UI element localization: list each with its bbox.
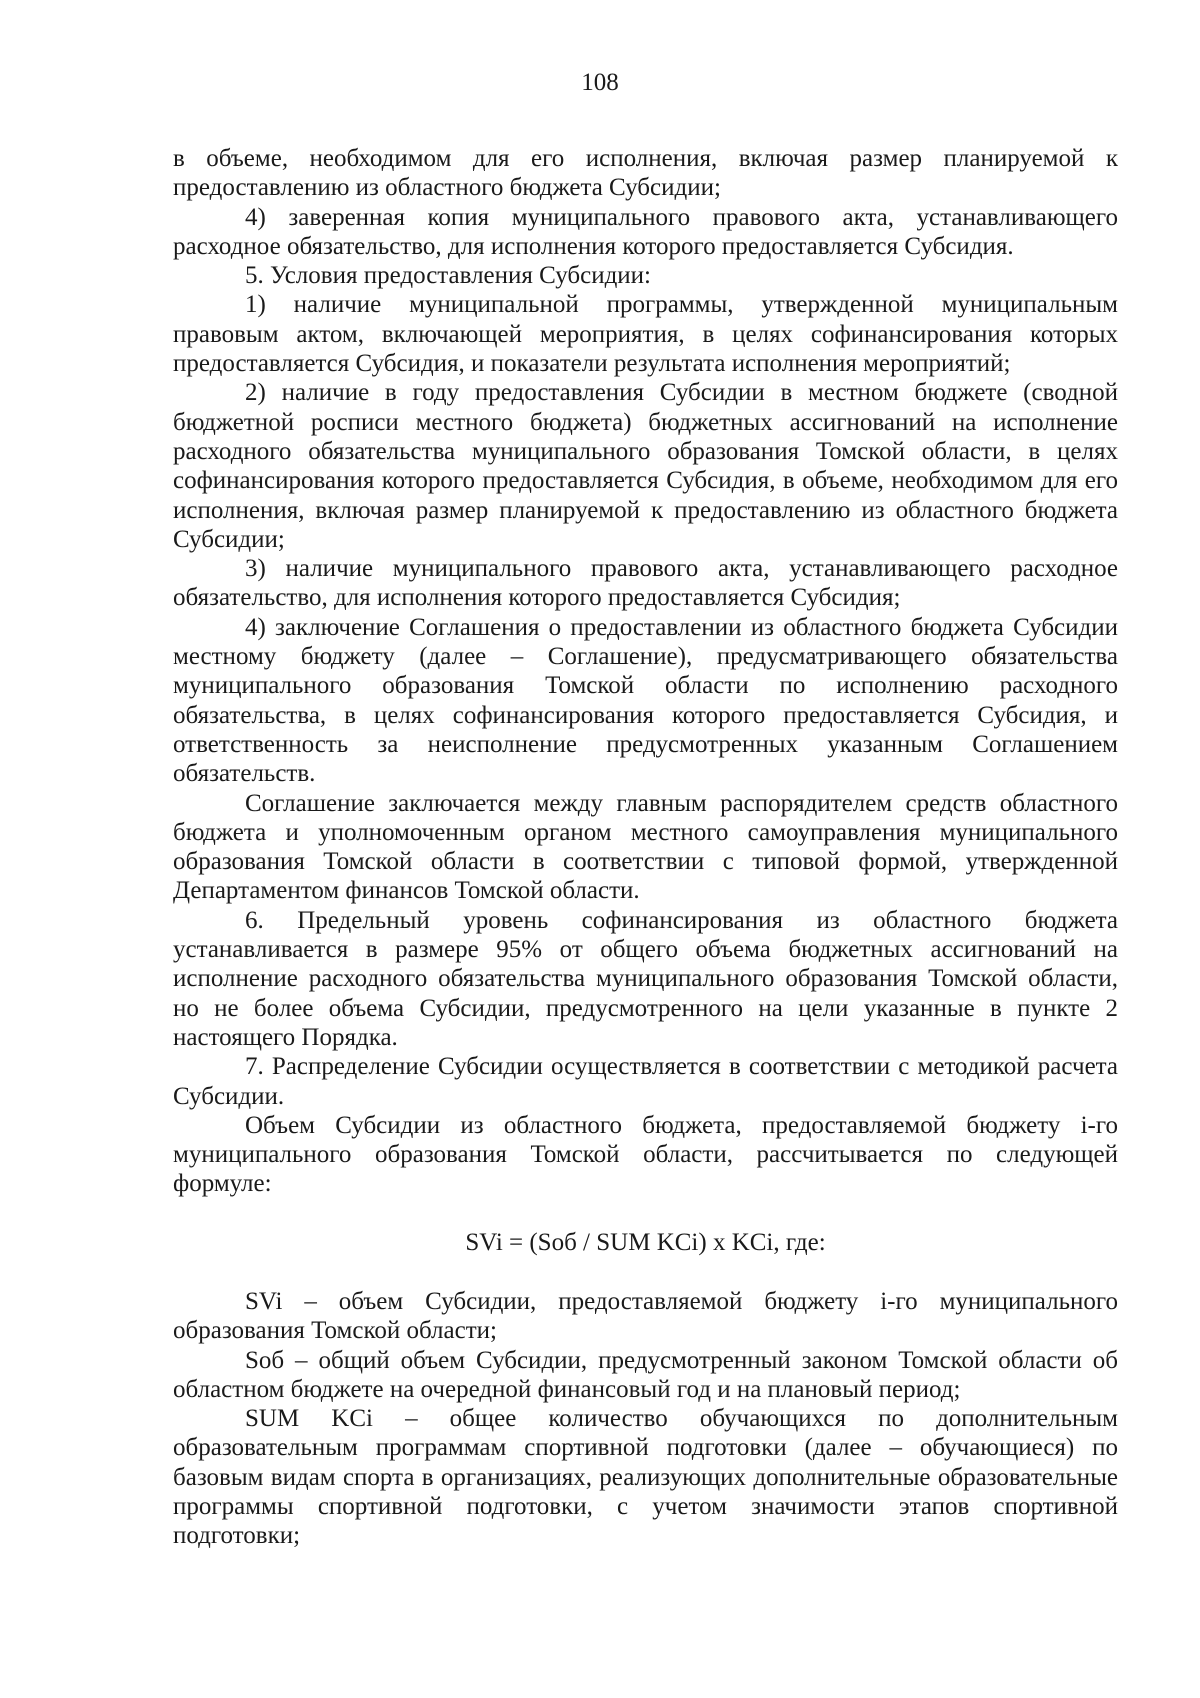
paragraph-item-4-certified-copy: 4) заверенная копия муниципального правового акта, устанавливающего расходное обязательство, для исполнения которого предоставляется Субсидия. xyxy=(173,203,1118,260)
document-body xyxy=(173,144,1118,1551)
paragraph-formula-intro: Объем Субсидии из областного бюджета, предоставляемой бюджету i-го муниципального образования Томской области, рассчитывается по следующей формуле: xyxy=(173,1111,1118,1198)
paragraph-condition-3: 3) наличие муниципального правового акта, устанавливающего расходное обязательство, для исполнения которого предоставляется Субсидия; xyxy=(173,555,1118,612)
subsidy-formula: SVi = (Sоб / SUM KCi) x KCi, где: xyxy=(465,1228,826,1256)
paragraph-condition-4: 4) заключение Соглашения о предоставлении из областного бюджета Субсидии местному бюджету (далее – Соглашение), предусматривающего обязательства муниципального образования Томской области по исполнению расходного обязательства, в целях софинансирования которого предоставляется Субсидия, и ответственность за неисполнение предусмотренных указанным Соглашением обязательств. xyxy=(173,613,1118,788)
paragraph-section-7: 7. Распределение Субсидии осуществляется в соответствии с методикой расчета Субсидии. xyxy=(173,1053,1118,1110)
paragraph-agreement: Соглашение заключается между главным распорядителем средств областного бюджета и уполномоченным органом местного самоуправления муниципального образования Томской области в соответствии с типовой формой, утвержденной Департаментом финансов Томской области. xyxy=(173,789,1118,905)
definition-sum-kci: SUM KCi – общее количество обучающихся по дополнительным образовательным программам спортивной подготовки (далее – обучающиеся) по базовым видам спорта в организациях, реализующих дополнительные образовательные программы спортивной подготовки, с учетом значимости этапов спортивной подготовки; xyxy=(173,1405,1118,1550)
paragraph-section-5-heading: 5. Условия предоставления Субсидии: xyxy=(245,262,652,290)
definition-sob: Sоб – общий объем Субсидии, предусмотренный законом Томской области об областном бюджете на очередной финансовый год и на плановый период; xyxy=(173,1346,1118,1403)
page-number: 108 xyxy=(581,69,619,96)
definition-svi: SVi – объем Субсидии, предоставляемой бюджету i-го муниципального образования Томской области; xyxy=(173,1287,1118,1345)
paragraph-condition-2: 2) наличие в году предоставления Субсидии в местном бюджете (сводной бюджетной росписи местного бюджета) бюджетных ассигнований на исполнение расходного обязательства муниципального образования Томской области, в целях софинансирования которого предоставляется Субсидия, в объеме, необходимом для его исполнения, включая размер планируемой к предоставлению из областного бюджета Субсидии; xyxy=(173,379,1118,553)
paragraph-condition-1: 1) наличие муниципальной программы, утвержденной муниципальным правовым актом, включающей мероприятия, в целях софинансирования которых предоставляется Субсидия, и показатели результата исполнения мероприятий; xyxy=(173,291,1118,378)
paragraph-continuation: в объеме, необходимом для его исполнения, включая размер планируемой к предоставлению из областного бюджета Субсидии; xyxy=(173,145,1118,202)
paragraph-section-6: 6. Предельный уровень софинансирования из областного бюджета устанавливается в размере 95% от общего объема бюджетных ассигнований на исполнение расходного обязательства муниципального образования Томской области, но не более объема Субсидии, предусмотренного на цели указанные в пункте 2 настоящего Порядка. xyxy=(173,906,1118,1051)
